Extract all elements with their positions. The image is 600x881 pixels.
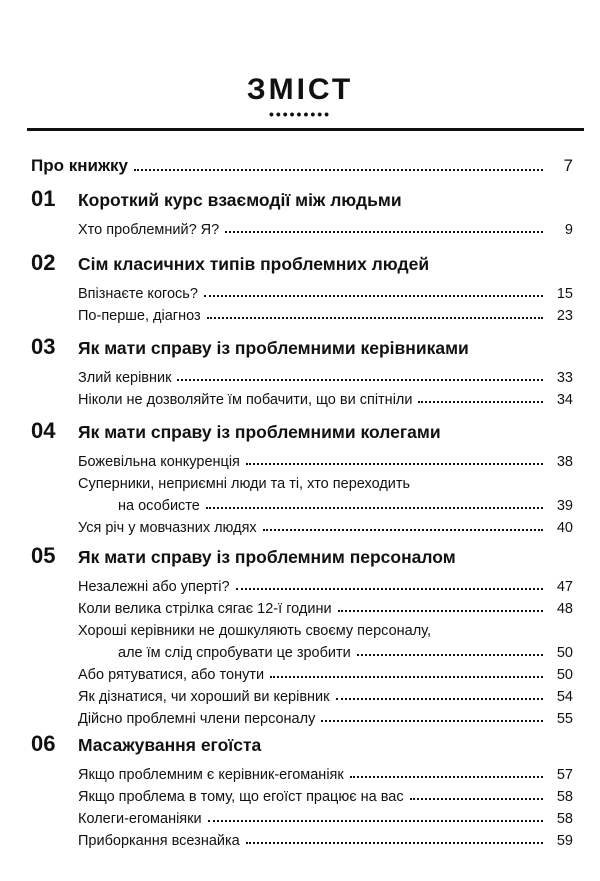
toc-entry[interactable] (78, 448, 573, 470)
toc-entry-label: Хороші керівники не дошкуляють своєму персоналу, (78, 623, 431, 639)
toc-page-number: 59 (556, 833, 573, 849)
toc-page-number: 7 (563, 156, 573, 175)
dot-leader (246, 842, 543, 844)
toc-page-number: 34 (556, 392, 573, 408)
chapter-heading[interactable] (31, 543, 573, 573)
toc-page-number: 40 (556, 520, 573, 536)
toc-entry[interactable] (78, 683, 573, 705)
dot-leader (207, 317, 543, 319)
toc-entry[interactable] (78, 514, 573, 536)
dot-leader (338, 610, 543, 612)
chapter-heading[interactable] (31, 186, 573, 216)
dot-leader (336, 698, 544, 700)
chapter-title: Як мати справу із проблемними колегами (78, 422, 441, 442)
dot-leader (357, 654, 543, 656)
chapter-number: 06 (31, 731, 56, 756)
chapter-number: 05 (31, 543, 56, 568)
toc-entry-label: Божевільна конкуренція (78, 454, 240, 470)
dot-leader (204, 295, 543, 297)
toc-page-number: 48 (556, 601, 573, 617)
toc-entry[interactable] (78, 827, 573, 849)
toc-page-number: 50 (556, 645, 573, 661)
chapter-number: 01 (31, 186, 56, 211)
toc-entry-label: Про книжку (31, 156, 128, 175)
toc-entry[interactable] (78, 573, 573, 595)
chapter-title: Короткий курс взаємодії між людьми (78, 190, 402, 210)
chapter-heading[interactable] (31, 418, 573, 448)
toc-page-number: 23 (556, 308, 573, 324)
toc-entry-label: Коли велика стрілка сягає 12-ї години (78, 601, 332, 617)
toc-entry[interactable] (78, 386, 573, 408)
dot-leader (177, 379, 543, 381)
chapter-heading[interactable] (31, 731, 573, 761)
dot-leader (246, 463, 543, 465)
chapter-01 (31, 186, 573, 238)
chapter-03 (31, 334, 573, 408)
toc-entry-label: Суперники, неприємні люди та ті, хто переходить (78, 476, 411, 492)
dot-leader (206, 507, 543, 509)
toc-entry-label-continued: на особисте (118, 498, 200, 514)
toc-entry[interactable] (78, 705, 573, 727)
chapter-heading[interactable] (31, 334, 573, 364)
toc-entry[interactable] (78, 470, 573, 514)
toc-entry-label: Якщо проблема в тому, що егоїст працює на вас (78, 789, 404, 805)
chapter-number: 04 (31, 418, 56, 443)
toc-page-number: 58 (556, 789, 573, 805)
toc-page-number: 50 (556, 667, 573, 683)
header-divider (27, 128, 584, 131)
dot-leader (134, 169, 543, 171)
toc-page-number: 33 (556, 370, 573, 386)
toc-entry-label: Хто проблемний? Я? (78, 222, 220, 238)
toc-entry-label: Ніколи не дозволяйте їм побачити, що ви спітніли (78, 392, 413, 408)
toc-entry-label: Дійсно проблемні члени персоналу (78, 711, 316, 727)
page-title: ЗМІСТ (246, 73, 354, 106)
toc-entry[interactable] (78, 364, 573, 386)
chapter-heading[interactable] (31, 250, 573, 280)
dot-leader (350, 776, 543, 778)
toc-entry-label: Впізнаєте когось? (78, 286, 198, 302)
chapter-title: Як мати справу із проблемними керівниками (78, 338, 469, 358)
chapter-title: Сім класичних типів проблемних людей (78, 254, 430, 274)
toc-entry-label: Якщо проблемним є керівник-егоманіяк (78, 767, 344, 783)
toc-entry-label: Або рятуватися, або тонути (78, 667, 265, 683)
toc-page-number: 54 (556, 689, 573, 705)
toc-entry-label: Приборкання всезнайка (78, 833, 240, 849)
toc-entry-label: Як дізнатися, чи хороший ви керівник (78, 689, 330, 705)
toc-page-number: 15 (556, 286, 573, 302)
toc-entry[interactable] (78, 783, 573, 805)
chapter-number: 03 (31, 334, 56, 359)
toc-entry-label: Злий керівник (78, 370, 172, 386)
chapter-title: Масажування егоїста (78, 735, 262, 755)
chapter-05 (31, 543, 573, 727)
toc-page-number: 57 (556, 767, 573, 783)
dot-leader (418, 401, 543, 403)
toc-entry[interactable] (78, 302, 573, 324)
dot-leader (321, 720, 543, 722)
toc-page-number: 38 (556, 454, 573, 470)
toc-entry[interactable] (78, 595, 573, 617)
toc-page-number: 58 (556, 811, 573, 827)
toc-entry[interactable] (78, 617, 573, 661)
dot-leader (225, 231, 543, 233)
chapter-04 (31, 418, 573, 536)
toc-entry[interactable] (78, 805, 573, 827)
chapter-06 (31, 731, 573, 849)
title-ornament: ••••••••• (268, 106, 332, 122)
toc-entry-label: Колеги-егоманіяки (78, 811, 202, 827)
toc-entry-label-continued: але їм слід спробувати це зробити (118, 645, 351, 661)
toc-page-number: 9 (564, 222, 573, 238)
toc-entry-label: По-перше, діагноз (78, 308, 201, 324)
dot-leader (208, 820, 543, 822)
dot-leader (263, 529, 543, 531)
dot-leader (410, 798, 543, 800)
toc-intro-entry[interactable] (31, 148, 573, 176)
chapter-number: 02 (31, 250, 56, 275)
toc-page-number: 39 (556, 498, 573, 514)
toc-entry[interactable] (78, 661, 573, 683)
toc-entry-label: Незалежні або уперті? (78, 579, 230, 595)
dot-leader (270, 676, 543, 678)
toc-entry[interactable] (78, 280, 573, 302)
toc-entry-label: Уся річ у мовчазних людях (78, 520, 257, 536)
toc-entry[interactable] (78, 761, 573, 783)
chapter-title: Як мати справу із проблемним персоналом (78, 547, 456, 567)
toc-page-number: 47 (556, 579, 573, 595)
chapter-02 (31, 250, 573, 324)
toc-page-number: 55 (556, 711, 573, 727)
toc-entry[interactable] (78, 216, 573, 238)
dot-leader (236, 588, 543, 590)
